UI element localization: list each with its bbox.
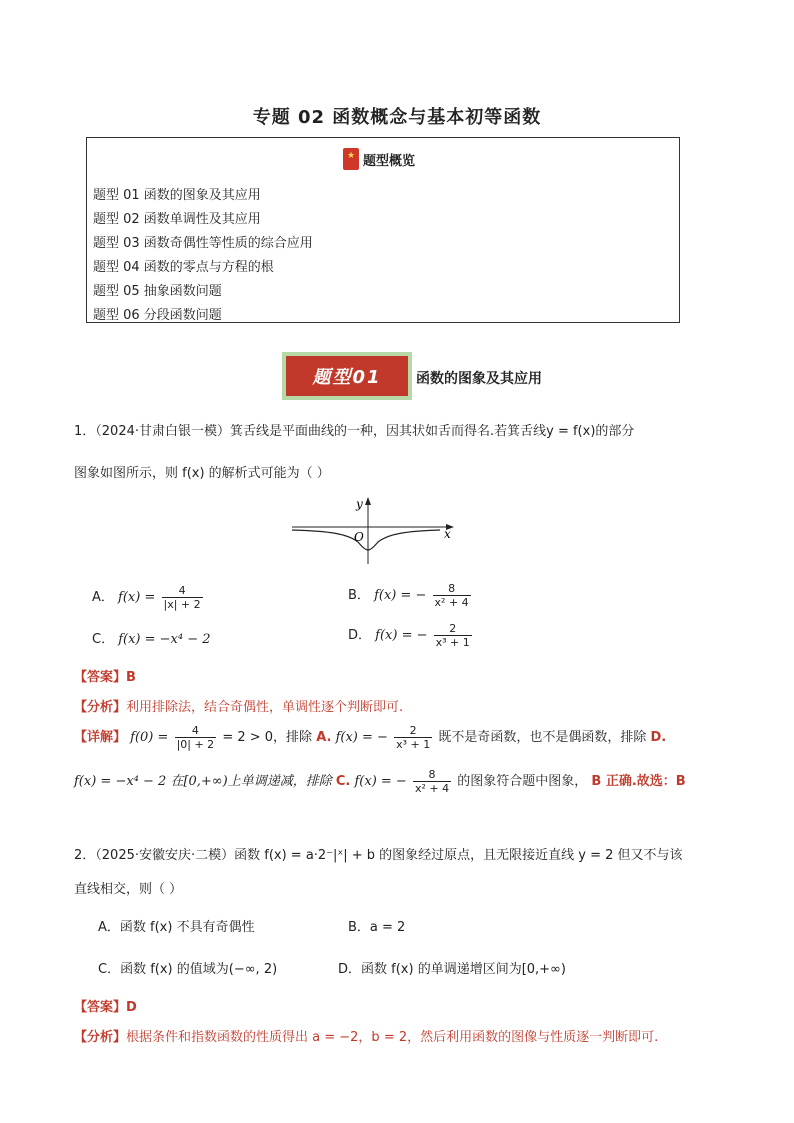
q1-stem-line1: 1．（2024·甘肃白银一模）箕舌线是平面曲线的一种，因其状如舌而得名.若箕舌线y = f(x)的部分 bbox=[74, 424, 635, 439]
section-title: 函数的图象及其应用 bbox=[416, 371, 542, 387]
q2-option-b: B．a = 2 bbox=[348, 920, 406, 935]
overview-heading bbox=[343, 148, 415, 170]
book-icon bbox=[343, 148, 359, 170]
overview-heading-text: 题型概览 bbox=[363, 153, 416, 169]
q1-analysis: 【分析】利用排除法，结合奇偶性，单调性逐个判断即可. bbox=[74, 700, 404, 715]
overview-item: 题型 03 函数奇偶性等性质的综合应用 bbox=[93, 236, 313, 251]
section-badge bbox=[282, 352, 412, 400]
q2-option-a: A．函数 f(x) 不具有奇偶性 bbox=[98, 920, 255, 935]
overview-item: 题型 06 分段函数问题 bbox=[93, 308, 222, 323]
curve bbox=[292, 530, 440, 550]
q1-option-c: C． f(x) = −x⁴ − 2 bbox=[92, 632, 211, 647]
page-title: 专题 02 函数概念与基本初等函数 bbox=[252, 107, 542, 128]
q2-stem-line1: 2．（2025·安徽安庆·二模）函数 f(x) = a·2⁻|ˣ| + b 的图象经过原点，且无限接近直线 y = 2 但又不与该 bbox=[74, 848, 683, 863]
q1-option-d: D． f(x) = − $\frac{2}{\text{x³ + 1}}$ bbox=[348, 622, 470, 649]
q2-stem-line2: 直线相交，则（ ） bbox=[74, 882, 183, 897]
q2-analysis: 【分析】根据条件和指数函数的性质得出 a = −2，b = 2，然后利用函数的图像与性质逐一判断即可. bbox=[74, 1030, 659, 1045]
overview-item: 题型 01 函数的图象及其应用 bbox=[93, 188, 261, 203]
q1-option-a: A． f(x) = $\frac{4}{|x| + 2}$ bbox=[92, 584, 201, 611]
overview-item: 题型 02 函数单调性及其应用 bbox=[93, 212, 261, 227]
q1-option-b: B． f(x) = − $\frac{8}{\text{x² + 4}}$ bbox=[348, 582, 469, 609]
origin-label: O bbox=[354, 530, 364, 544]
y-label: y bbox=[356, 497, 363, 511]
q1-answer: 【答案】B bbox=[74, 670, 136, 685]
overview-item: 题型 05 抽象函数问题 bbox=[93, 284, 222, 299]
q1-graph bbox=[290, 494, 460, 566]
q1-detail-line2: f(x) = −x⁴ − 2 在[0,+∞)上单调递减，排除 C. f(x) = − $\frac{8}{\text{x² + 4}}$ 的图象符合题中图象， B 正确.故选：B bbox=[74, 768, 686, 795]
q2-answer: 【答案】D bbox=[74, 1000, 137, 1015]
q2-option-c: C．函数 f(x) 的值域为(−∞, 2) bbox=[98, 962, 278, 977]
q1-stem-line2: 图象如图所示，则 f(x) 的解析式可能为（ ） bbox=[74, 466, 330, 481]
x-label: x bbox=[444, 527, 451, 541]
q2-option-d: D．函数 f(x) 的单调递增区间为[0,+∞) bbox=[338, 962, 566, 977]
overview-box bbox=[86, 137, 680, 323]
y-axis-arrow bbox=[365, 497, 371, 505]
q1-detail-line1: 【详解】 f(0) = $\frac{4}{|0| + 2}$ = 2 > 0，排除 A. f(x) = − $\frac{2}{\text{x³ + 1}}$ 既不是奇函数，也不是偶函数，排除 D. bbox=[74, 724, 667, 751]
section-badge-text: 题型01 bbox=[286, 356, 408, 396]
overview-item: 题型 04 函数的零点与方程的根 bbox=[93, 260, 274, 275]
